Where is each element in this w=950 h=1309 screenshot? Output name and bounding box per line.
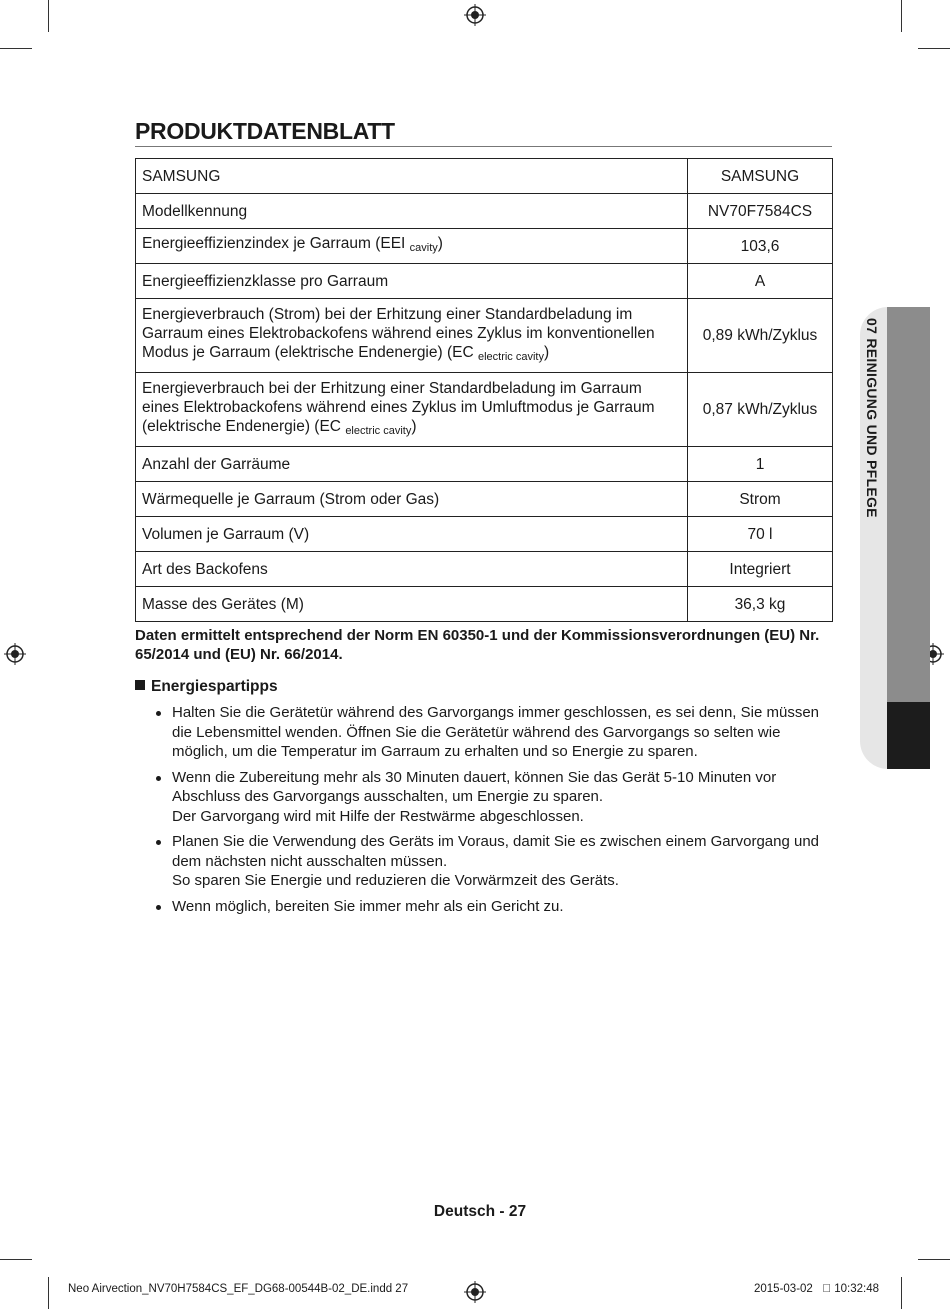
row-value: 70 l [688, 517, 833, 552]
row-label: Energieeffizienzklasse pro Garraum [136, 264, 688, 299]
footer-timestamp [754, 1283, 879, 1295]
product-data-table [135, 158, 833, 622]
chapter-tab-bar [887, 307, 930, 702]
row-label: SAMSUNG [136, 159, 688, 194]
table-row [136, 517, 833, 552]
registration-mark-icon [464, 1281, 486, 1303]
row-label: Wärmequelle je Garraum (Strom oder Gas) [136, 482, 688, 517]
table-row [136, 587, 833, 622]
row-label-suffix: ) [411, 417, 417, 435]
tips-list [154, 703, 824, 922]
registration-mark-icon [4, 643, 26, 665]
crop-mark [48, 0, 49, 32]
page-title: PRODUKTDATENBLATT [135, 118, 832, 147]
crop-mark [0, 1259, 32, 1260]
row-label: Volumen je Garraum (V) [136, 517, 688, 552]
row-label-text: Energieverbrauch (Strom) bei der Erhitzung einer Standardbeladung im Garraum eines Elektrobackofens während eines Zyklus im konventionellen Modus je Garraum (elektrische Endenergie) (EC [142, 305, 655, 361]
row-label: Art des Backofens [136, 552, 688, 587]
row-label-suffix: ) [544, 343, 550, 361]
list-item [154, 897, 824, 917]
footer-time-glyph: 󰀀 [822, 1283, 832, 1295]
table-row [136, 447, 833, 482]
row-value: 0,89 kWh/Zyklus [688, 299, 833, 373]
registration-mark-icon [464, 4, 486, 26]
row-value: SAMSUNG [688, 159, 833, 194]
crop-mark [918, 48, 950, 49]
table-row [136, 194, 833, 229]
square-bullet-icon [135, 680, 145, 690]
crop-mark [918, 1259, 950, 1260]
table-row [136, 159, 833, 194]
crop-mark [0, 48, 32, 49]
row-value: A [688, 264, 833, 299]
row-label [136, 229, 688, 264]
row-value: NV70F7584CS [688, 194, 833, 229]
tip-line: Wenn die Zubereitung mehr als 30 Minuten dauert, können Sie das Gerät 5-10 Minuten vor Abschluss des Garvorgangs ausschalten, um Energie zu sparen. [172, 768, 777, 805]
row-value: 0,87 kWh/Zyklus [688, 373, 833, 447]
row-label-text: Energieeffizienzindex je Garraum (EEI [142, 235, 410, 252]
crop-mark [901, 1277, 902, 1309]
table-row [136, 229, 833, 264]
row-label-text: Energieverbrauch bei der Erhitzung einer Standardbeladung im Garraum eines Elektrobackofens während eines Zyklus im Umluftmodus je Garraum (elektrische Endenergie) (EC [142, 379, 655, 435]
row-value: Integriert [688, 552, 833, 587]
table-row [136, 373, 833, 447]
list-item [154, 832, 824, 891]
row-label: Anzahl der Garräume [136, 447, 688, 482]
footer-file-name: Neo Airvection_NV70H7584CS_EF_DG68-00544B-02_DE.indd 27 [68, 1283, 409, 1295]
row-label-subscript: cavity [409, 242, 438, 254]
crop-mark [48, 1277, 49, 1309]
footer-time: 10:32:48 [834, 1283, 880, 1295]
row-label-subscript: electric cavity [477, 350, 544, 363]
chapter-tab-marker [887, 702, 930, 769]
row-value: 103,6 [688, 229, 833, 264]
chapter-label: 07 REINIGUNG UND PFLEGE [864, 318, 880, 518]
footer-date: 2015-03-02 [754, 1283, 813, 1295]
table-row [136, 264, 833, 299]
crop-mark [901, 0, 902, 32]
table-row [136, 299, 833, 373]
row-value: 1 [688, 447, 833, 482]
row-value: Strom [688, 482, 833, 517]
row-value: 36,3 kg [688, 587, 833, 622]
row-label-suffix: ) [437, 235, 443, 252]
row-label: Modellkennung [136, 194, 688, 229]
tip-line: So sparen Sie Energie und reduzieren die Vorwärmzeit des Geräts. [172, 872, 619, 889]
tip-line: Der Garvorgang wird mit Hilfe der Restwärme abgeschlossen. [172, 807, 584, 825]
tips-heading [135, 678, 278, 696]
page-number: Deutsch - 27 [433, 1203, 527, 1220]
tip-line: Planen Sie die Verwendung des Geräts im Voraus, damit Sie es zwischen einem Garvorgang und dem nächsten nicht ausschalten müssen. [172, 833, 820, 870]
tips-heading-text: Energiespartipps [151, 678, 278, 695]
tip-line: Halten Sie die Gerätetür während des Garvorgangs immer geschlossen, es sei denn, Sie müssen die Lebensmittel wenden. Öffnen Sie die Gerätetür während des Garvorgangs so selten wie möglich, um die Temperatur im Garraum zu erhalten und so Energie zu sparen. [172, 704, 819, 760]
row-label [136, 299, 688, 373]
table-row [136, 552, 833, 587]
row-label [136, 373, 688, 447]
table-row [136, 482, 833, 517]
row-label-subscript: electric cavity [345, 424, 412, 437]
norm-note: Daten ermittelt entsprechend der Norm EN 60350-1 und der Kommissionsverordnungen (EU) Nr. 65/2014 und (EU) Nr. 66/2014. [135, 627, 820, 663]
list-item [154, 703, 824, 762]
row-label: Masse des Gerätes (M) [136, 587, 688, 622]
tip-line: Wenn möglich, bereiten Sie immer mehr als ein Gericht zu. [172, 897, 564, 915]
list-item [154, 768, 824, 827]
